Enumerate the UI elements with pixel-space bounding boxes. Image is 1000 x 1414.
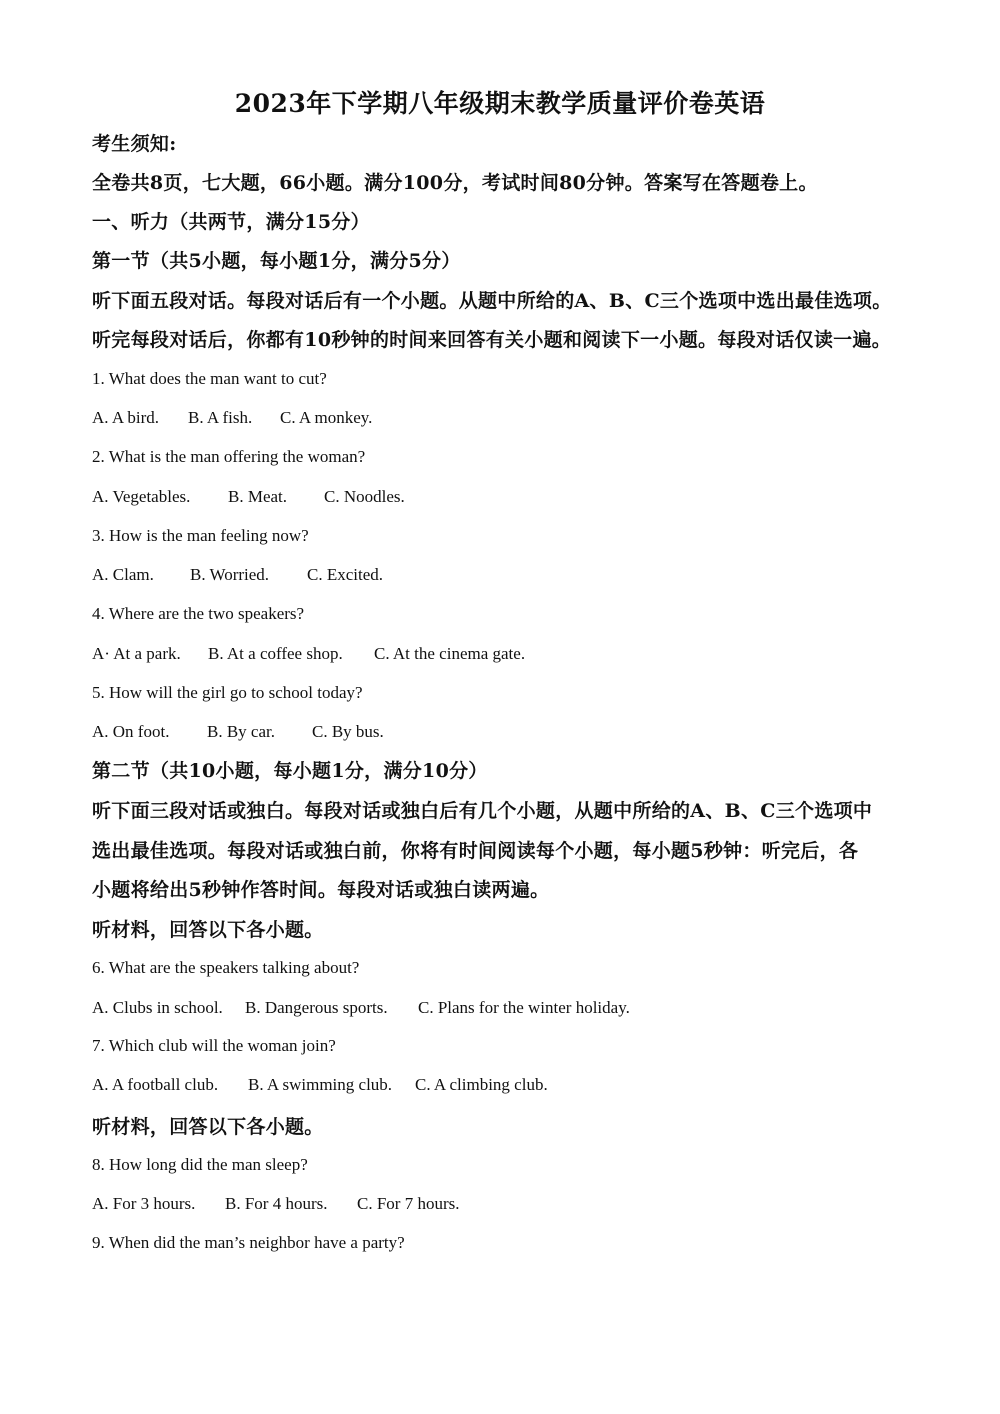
options-4 bbox=[92, 641, 525, 667]
option-2b: B. Meat. bbox=[228, 487, 288, 506]
option-7b: B. A swimming club. bbox=[248, 1075, 393, 1094]
option-6c: C. Plans for the winter holiday. bbox=[418, 998, 630, 1017]
option-3c: C. Excited. bbox=[307, 565, 384, 584]
options-5 bbox=[92, 719, 384, 745]
section1-instruction-line-1: 听下面五段对话。每段对话后有一个小题。从题中所给的A、B、C三个选项中选出最佳选项。 bbox=[92, 290, 892, 312]
options-7 bbox=[92, 1072, 548, 1098]
section2-instruction-line-3: 小题将给出5秒钟作答时间。每段对话或独白读两遍。 bbox=[92, 879, 550, 901]
notice-text: 全卷共8页，七大题，66小题。满分100分，考试时间80分钟。答案写在答题卷上。 bbox=[92, 172, 818, 194]
exam-title: 2023年下学期八年级期末教学质量评价卷英语 bbox=[234, 89, 766, 118]
option-8c: C. For 7 hours. bbox=[357, 1194, 460, 1213]
option-6a: A. Clubs in school. bbox=[92, 998, 223, 1017]
material2-label: 听材料，回答以下各小题。 bbox=[92, 1116, 324, 1138]
option-2a: A. Vegetables. bbox=[92, 487, 191, 506]
option-7a: A. A football club. bbox=[92, 1075, 219, 1094]
part1-heading: 一、听力（共两节，满分15分） bbox=[92, 211, 370, 233]
option-5b: B. By car. bbox=[207, 722, 275, 741]
question-3: 3. How is the man feeling now? bbox=[92, 526, 309, 545]
option-8a: A. For 3 hours. bbox=[92, 1194, 196, 1213]
section2-instruction-line-1: 听下面三段对话或独白。每段对话或独白后有几个小题，从题中所给的A、B、C三个选项中 bbox=[92, 800, 873, 822]
question-4: 4. Where are the two speakers? bbox=[92, 604, 305, 623]
section1-instruction-line-2: 听完每段对话后，你都有10秒钟的时间来回答有关小题和阅读下一小题。每段对话仅读一遍。 bbox=[92, 329, 892, 351]
section2-heading: 第二节（共10小题，每小题1分，满分10分） bbox=[92, 760, 488, 782]
option-2c: C. Noodles. bbox=[324, 487, 405, 506]
option-3a: A. Clam. bbox=[92, 565, 154, 584]
question-6: 6. What are the speakers talking about? bbox=[92, 958, 360, 977]
option-4b: B. At a coffee shop. bbox=[208, 644, 343, 663]
section2-instruction-line-2: 选出最佳选项。每段对话或独白前，你将有时间阅读每个小题，每小题5秒钟：听完后，各 bbox=[92, 840, 859, 862]
question-8: 8. How long did the man sleep? bbox=[92, 1155, 308, 1174]
question-2: 2. What is the man offering the woman? bbox=[92, 447, 366, 466]
options-2 bbox=[92, 484, 405, 510]
option-8b: B. For 4 hours. bbox=[225, 1194, 328, 1213]
options-1 bbox=[92, 405, 372, 431]
option-5c: C. By bus. bbox=[312, 722, 384, 741]
section1-heading: 第一节（共5小题，每小题1分，满分5分） bbox=[92, 250, 461, 272]
option-1a: A. A bird. bbox=[92, 408, 160, 427]
option-6b: B. Dangerous sports. bbox=[245, 998, 388, 1017]
option-4c: C. At the cinema gate. bbox=[374, 644, 526, 663]
options-6 bbox=[92, 995, 630, 1021]
option-1c: C. A monkey. bbox=[280, 408, 373, 427]
option-4a: A· At a park. bbox=[92, 644, 181, 663]
option-7c: C. A climbing club. bbox=[415, 1075, 548, 1094]
options-3 bbox=[92, 562, 383, 588]
option-3b: B. Worried. bbox=[190, 565, 270, 584]
options-8 bbox=[92, 1191, 459, 1217]
material1-label: 听材料，回答以下各小题。 bbox=[92, 919, 324, 941]
question-7: 7. Which club will the woman join? bbox=[92, 1036, 336, 1055]
option-5a: A. On foot. bbox=[92, 722, 170, 741]
question-9: 9. When did the man’s neighbor have a party? bbox=[92, 1233, 405, 1252]
option-1b: B. A fish. bbox=[188, 408, 253, 427]
notice-heading: 考生须知: bbox=[92, 133, 177, 155]
question-5: 5. How will the girl go to school today? bbox=[92, 683, 363, 702]
question-1: 1. What does the man want to cut? bbox=[92, 369, 327, 388]
